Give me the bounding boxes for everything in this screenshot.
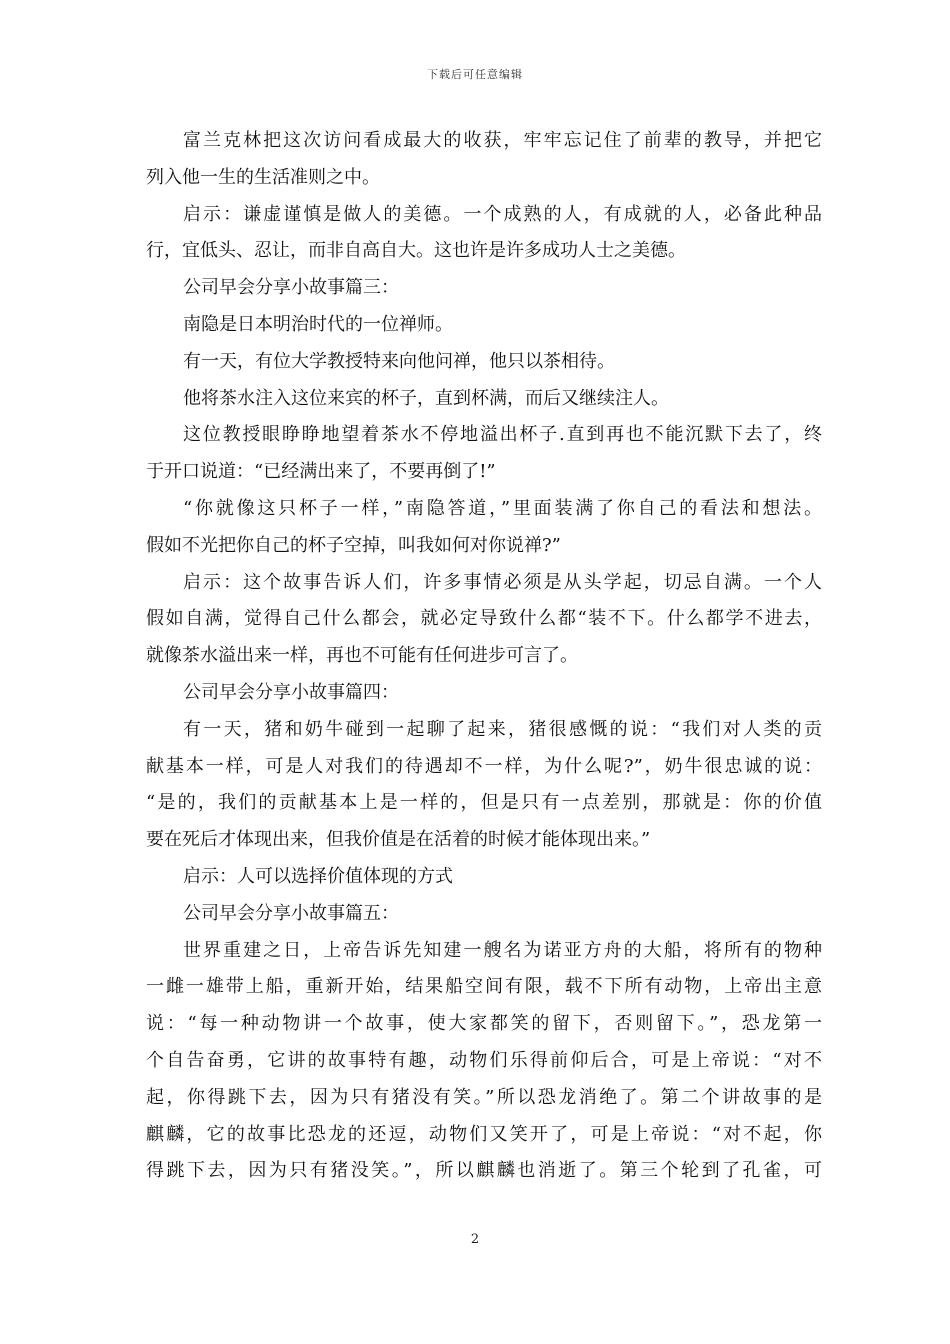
text-line: 行，宜低头、忍让，而非自高自大。这也许是许多成功人士之美德。 — [146, 240, 686, 262]
text-line: 说：“每一种动物讲一个故事，使大家都笑的留下，否则留下。”，恐龙第一 — [146, 1013, 822, 1035]
section-heading: 公司早会分享小故事篇四： — [183, 681, 399, 703]
section-heading: 公司早会分享小故事篇五： — [183, 902, 399, 924]
text-line: 世界重建之日，上帝告诉先知建一艘名为诺亚方舟的大船，将所有的物种 — [183, 939, 822, 961]
text-line: 于开口说道：“已经满出来了，不要再倒了!” — [146, 461, 496, 483]
text-line: 要在死后才体现出来，但我价值是在活着的时候才能体现出来。” — [146, 829, 651, 851]
text-line: 起，你得跳下去，因为只有猪没有笑。”所以恐龙消绝了。第二个讲故事的是 — [146, 1086, 822, 1108]
text-line: 就像茶水溢出来一样，再也不可能有任何进步可言了。 — [146, 645, 578, 667]
page-header: 下载后可任意编辑 — [427, 68, 523, 81]
section-heading: 公司早会分享小故事篇三： — [183, 277, 399, 299]
page-number: 2 — [470, 1232, 480, 1247]
text-line: 这位教授眼睁睁地望着茶水不停地溢出杯子.直到再也不能沉默下去了，终 — [183, 424, 822, 446]
text-line: “你就像这只杯子一样，”南隐答道，”里面装满了你自己的看法和想法。 — [183, 497, 822, 519]
text-line: 麒麟，它的故事比恐龙的还逗，动物们又笑开了，可是上帝说：“对不起，你 — [146, 1123, 822, 1145]
text-line: 他将茶水注入这位来宾的杯子，直到杯满，而后又继续注人。 — [183, 387, 669, 409]
text-line: 有一天，猪和奶牛碰到一起聊了起来，猪很感慨的说：“我们对人类的贡 — [183, 718, 822, 740]
text-line: “是的，我们的贡献基本上是一样的，但是只有一点差别，那就是：你的价值 — [146, 792, 822, 814]
document-body — [146, 123, 822, 1190]
text-line: 假如自满，觉得自己什么都会，就必定导致什么都“装不下。什么都学不进去， — [146, 608, 822, 630]
text-line: 有一天，有位大学教授特来向他问禅，他只以茶相待。 — [183, 350, 615, 372]
text-line: 列入他一生的生活准则之中。 — [146, 166, 380, 188]
text-line: 假如不光把你自己的杯子空掉，叫我如何对你说禅?” — [146, 534, 561, 556]
text-line: 启示：这个故事告诉人们，许多事情必须是从头学起，切忌自满。一个人 — [183, 571, 822, 593]
text-line: 启示：谦虚谨慎是做人的美德。一个成熟的人，有成就的人，必备此种品 — [183, 203, 822, 225]
text-line: 个自告奋勇，它讲的故事特有趣，动物们乐得前仰后合，可是上帝说：“对不 — [146, 1049, 822, 1071]
text-line: 南隐是日本明治时代的一位禅师。 — [183, 313, 453, 335]
text-line: 献基本一样，可是人对我们的待遇却不一样，为什么呢?”，奶牛很忠诚的说： — [146, 755, 822, 777]
text-line: 一雌一雄带上船，重新开始，结果船空间有限，载不下所有动物，上帝出主意 — [146, 976, 822, 998]
text-line: 富兰克林把这次访问看成最大的收获，牢牢忘记住了前辈的教导，并把它 — [183, 130, 822, 151]
text-line: 得跳下去，因为只有猪没笑。”，所以麒麟也消逝了。第三个轮到了孔雀，可 — [146, 1160, 822, 1182]
text-line: 启示：人可以选择价值体现的方式 — [183, 865, 453, 887]
